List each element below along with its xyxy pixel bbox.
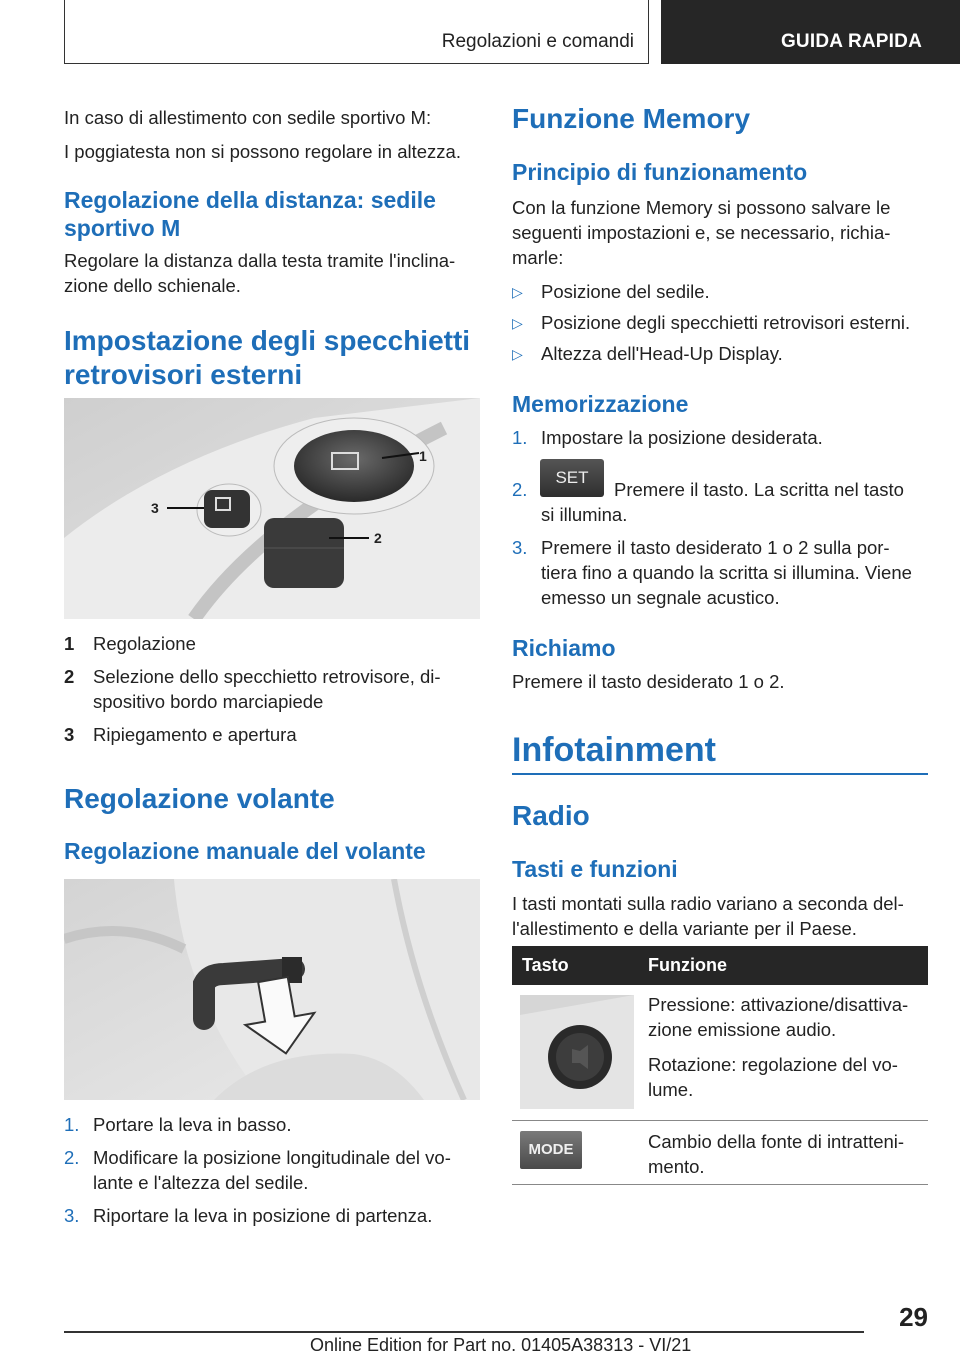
item-number: 3 [64, 724, 75, 745]
item-number: 2 [64, 666, 75, 687]
step-text-cont: si illumina. [541, 504, 628, 525]
heading-store: Memorizzazione [512, 391, 689, 417]
heading-distance: Regolazione della distanza: sedile sportivo M [64, 187, 436, 241]
seat-note: In caso di allestimento con sedile sportivo M: [64, 107, 432, 128]
heading-keys: Tasti e funzioni [512, 856, 678, 882]
item-text: Selezione dello specchietto retrovisore, di- [93, 666, 441, 687]
header-section-title: Regolazioni e comandi [441, 31, 634, 52]
footer-edition: Online Edition for Part no. 01405A38313 - VI/21 [310, 1335, 692, 1355]
step-number: 3. [512, 537, 528, 558]
col-header-key: Tasto [522, 955, 569, 975]
table-header [512, 946, 928, 985]
callout-2: 2 [374, 530, 382, 546]
steering-lever-image [64, 879, 480, 1100]
header-section-box [64, 0, 649, 64]
heading-recall: Richiamo [512, 635, 616, 661]
footer-rule [64, 1331, 864, 1333]
col-header-function: Funzione [648, 955, 727, 975]
step-number: 1. [512, 427, 528, 448]
table-row [512, 985, 928, 1121]
step-number: 2. [64, 1147, 80, 1168]
headrest-note: I poggiatesta non si possono regolare in altezza. [64, 141, 461, 162]
page-number: 29 [899, 1302, 928, 1332]
bullet-text: Posizione del sedile. [541, 281, 710, 302]
heading-mirrors: Impostazione degli specchietti retrovisori esterni [64, 325, 471, 390]
heading-principle: Principio di funzionamento [512, 159, 808, 185]
row1-text-b: Rotazione: regolazione del vo-lume. [648, 1054, 898, 1100]
step-text: Modificare la posizione longitudinale del vo- [93, 1147, 451, 1168]
heading-memory: Funzione Memory [512, 103, 751, 134]
step-number: 2. [512, 479, 528, 500]
row2-text: Cambio della fonte di intratteni-mento. [648, 1131, 905, 1177]
bullet-marker: ▷ [512, 315, 523, 331]
step-text-cont: lante e l'altezza del sedile. [93, 1172, 309, 1193]
distance-text: Regolare la distanza dalla testa tramite l'inclina-zione dello schienale. [64, 250, 456, 296]
step-number: 3. [64, 1205, 80, 1226]
mode-button-icon: MODE [520, 1131, 582, 1169]
step-text: Riportare la leva in posizione di partenza. [93, 1205, 433, 1226]
set-button-icon: SET [540, 459, 604, 497]
heading-radio: Radio [512, 800, 590, 831]
mirror-control-image [64, 398, 480, 619]
callout-1: 1 [419, 448, 427, 464]
item-text: Ripiegamento e apertura [93, 724, 297, 745]
table-row [512, 1121, 928, 1185]
step-text: Premere il tasto. La scritta nel tasto [614, 479, 904, 500]
bullet-text: Posizione degli specchietti retrovisori esterni. [541, 312, 911, 333]
bullet-marker: ▷ [512, 284, 523, 300]
item-text: Regolazione [93, 633, 196, 654]
step-text: Portare la leva in basso. [93, 1114, 292, 1135]
row1-text-a: Pressione: attivazione/disattiva-zione emissione audio. [648, 994, 909, 1040]
keys-text: I tasti montati sulla radio variano a seconda del-l'allestimento e della variante per il Paese. [512, 893, 904, 939]
step-text-cont: tiera fino a quando la scritta si illumina. Viene [541, 562, 912, 583]
infotainment-rule [512, 773, 928, 775]
header-guide-tab[interactable] [661, 0, 960, 64]
item-text-cont: spositivo bordo marciapiede [93, 691, 324, 712]
step-text: Impostare la posizione desiderata. [541, 427, 823, 448]
heading-steering: Regolazione volante [64, 783, 335, 814]
step-number: 1. [64, 1114, 80, 1135]
header-guide-label: GUIDA RAPIDA [780, 31, 922, 52]
volume-knob-icon [520, 995, 634, 1109]
heading-infotainment: Infotainment [512, 731, 716, 769]
keys-table [512, 946, 928, 1185]
bullet-text: Altezza dell'Head-Up Display. [541, 343, 783, 364]
bullet-marker: ▷ [512, 346, 523, 362]
step-text-cont: emesso un segnale acustico. [541, 587, 780, 608]
recall-text: Premere il tasto desiderato 1 o 2. [512, 671, 785, 692]
heading-steering-manual: Regolazione manuale del volante [64, 838, 426, 864]
principle-text: Con la funzione Memory si possono salvare le seguenti impostazioni e, se necessario, richia-marle: [512, 197, 891, 268]
item-number: 1 [64, 633, 75, 654]
step-text: Premere il tasto desiderato 1 o 2 sulla por- [541, 537, 890, 558]
callout-3: 3 [151, 500, 159, 516]
